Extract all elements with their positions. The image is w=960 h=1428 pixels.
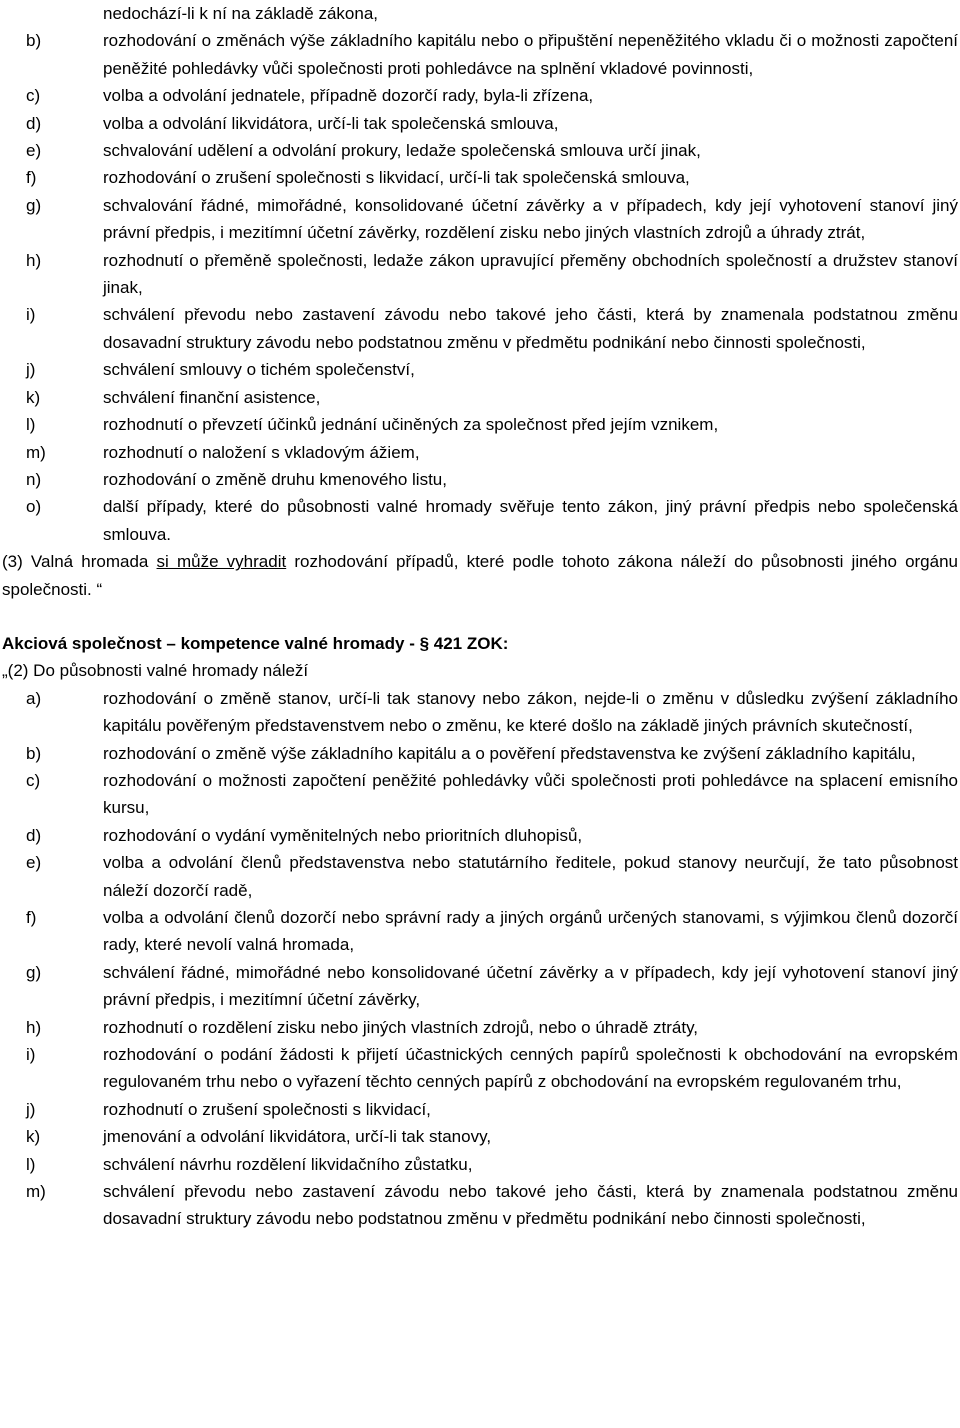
list-item: [2, 411, 958, 438]
list-item: [2, 110, 958, 137]
item-text: další případy, které do působnosti valné hromady svěřuje tento zákon, jiný právní předpis nebo společenská smlouva.: [103, 497, 958, 544]
item-text: volba a odvolání členů představenstva nebo statutárního ředitele, pokud stanovy neurčují, že tato působnost náleží dozorčí radě,: [103, 853, 958, 900]
item-marker: b): [26, 743, 42, 763]
item-marker: b): [26, 31, 42, 51]
item-text: volba a odvolání likvidátora, určí-li tak společenská smlouva,: [103, 113, 559, 133]
item-marker: c): [26, 770, 41, 790]
para3-before: (3) Valná hromada: [2, 552, 157, 572]
para3-after: rozhodování případů, které podle tohoto zákona náleží do působnosti jiného orgánu společnosti. “: [2, 552, 959, 599]
list-item: [2, 740, 958, 767]
item-marker: d): [26, 825, 42, 845]
item-text: rozhodování o změně výše základního kapitálu a o pověření představenstva ke zvýšení základního kapitálu,: [103, 743, 916, 763]
item-text: schválení řádné, mimořádné nebo konsolidované účetní závěrky a v případech, kdy její vyhotovení stanoví jiný právní předpis, i mezitímní účetní závěrky,: [103, 962, 958, 1010]
item-text: rozhodování o možnosti započtení peněžité pohledávky vůči společnosti proti pohledávce na splacení emisního kursu,: [103, 770, 958, 818]
item-marker: j): [26, 360, 36, 380]
list-item: [2, 356, 958, 383]
list-item: [2, 1123, 958, 1150]
list-item: [2, 466, 958, 493]
item-marker: d): [26, 113, 42, 133]
list-item: [2, 767, 958, 822]
para3-underlined: si může vyhradit: [156, 552, 287, 572]
item-text: rozhodnutí o naložení s vkladovým ážiem,: [103, 442, 420, 462]
list-item: [2, 822, 958, 849]
list-item: [2, 1096, 958, 1123]
item-marker: i): [26, 1045, 36, 1065]
item-marker: l): [26, 415, 36, 435]
section-intro: „(2) Do působnosti valné hromady náleží: [2, 661, 309, 681]
item-text: schválení převodu nebo zastavení závodu nebo takové jeho části, která by znamenala podstatnou změnu dosavadní struktury závodu nebo podstatnou změnu v předmětu podnikání nebo činnosti společnosti,: [103, 1182, 958, 1229]
list-item: [2, 27, 958, 82]
item-text: rozhodnutí o přeměně společnosti, ledaže zákon upravující přeměny obchodních společností a družstev stanoví jinak,: [103, 250, 958, 298]
item-text: rozhodování o vydání vyměnitelných nebo prioritních dluhopisů,: [103, 825, 583, 845]
item-text: schválení návrhu rozdělení likvidačního zůstatku,: [103, 1154, 473, 1174]
list-item: [2, 137, 958, 164]
item-text: jmenování a odvolání likvidátora, určí-li tak stanovy,: [103, 1127, 492, 1147]
list-item: [2, 1178, 958, 1233]
item-marker: f): [26, 908, 37, 927]
list-item: [2, 1151, 958, 1178]
list-item: [2, 192, 958, 247]
item-text: schválení smlouvy o tichém společenství,: [103, 360, 415, 380]
item-marker: h): [26, 250, 42, 270]
item-marker: j): [26, 1099, 36, 1119]
section-heading: Akciová společnost – kompetence valné hromady - § 421 ZOK:: [2, 633, 509, 653]
item-text: schvalování řádné, mimořádné, konsolidované účetní závěrky a v případech, kdy její vyhotovení stanoví jiný právní předpis, i mezitímní účetní závěrky, rozdělení zisku nebo jiných vlastních zdrojů a úhrady ztrát,: [103, 195, 958, 243]
item-text: rozhodnutí o zrušení společnosti s likvidací,: [103, 1099, 431, 1119]
item-text: rozhodování o zrušení společnosti s likvidací, určí-li tak společenská smlouva,: [103, 168, 690, 188]
list-item: [2, 164, 958, 191]
item-text: volba a odvolání členů dozorčí nebo správní rady a jiných orgánů určených stanovami, s výjimkou členů dozorčí rady, které nevolí valná hromada,: [103, 908, 958, 955]
item-marker: n): [26, 469, 42, 489]
list-item: [2, 849, 958, 904]
item-text: volba a odvolání jednatele, případně dozorčí rady, byla-li zřízena,: [103, 86, 594, 106]
item-marker: g): [26, 195, 42, 215]
list-item: [2, 493, 958, 548]
item-marker: c): [26, 86, 41, 106]
item-marker: h): [26, 1017, 42, 1037]
item-marker: l): [26, 1154, 36, 1174]
list-item: [2, 247, 958, 302]
list-item: [2, 959, 958, 1014]
item-text: rozhodnutí o rozdělení zisku nebo jiných vlastních zdrojů, nebo o úhradě ztráty,: [103, 1017, 699, 1037]
item-marker: o): [26, 497, 42, 517]
item-text: rozhodování o podání žádosti k přijetí účastnických cenných papírů společnosti k obchodování na evropském regulovaném trhu nebo o vyřazení těchto cenných papírů z obchodování na evropském regulovaném trhu,: [103, 1045, 958, 1092]
item-marker: m): [26, 1182, 46, 1202]
list-item: [2, 301, 958, 356]
item-marker: e): [26, 853, 42, 873]
item-marker: a): [26, 688, 42, 708]
item-text: rozhodnutí o převzetí účinků jednání učiněných za společnost před jejím vznikem,: [103, 415, 719, 435]
sro-list: [2, 27, 958, 548]
list-item: [2, 439, 958, 466]
as-list: [2, 685, 958, 1233]
paragraph-3: [2, 548, 958, 603]
list-item: [2, 1014, 958, 1041]
item-text: schválení finanční asistence,: [103, 387, 321, 407]
item-marker: i): [26, 305, 36, 325]
list-item: [2, 685, 958, 740]
item-marker: e): [26, 141, 42, 161]
continuation-line: nedochází-li k ní na základě zákona,: [103, 4, 379, 23]
spacer: [2, 603, 958, 630]
item-marker: g): [26, 962, 42, 982]
item-text: rozhodování o změně druhu kmenového listu,: [103, 469, 447, 489]
list-item: [2, 82, 958, 109]
item-marker: f): [26, 168, 37, 188]
item-text: rozhodování o změnách výše základního kapitálu nebo o připuštění nepeněžitého vkladu či o možnosti započtení peněžité pohledávky vůči společnosti proti pohledávce na splnění vkladové povinnosti,: [103, 31, 958, 78]
item-marker: k): [26, 387, 41, 407]
list-item: [2, 1041, 958, 1096]
list-item: [2, 904, 958, 959]
item-text: schválení převodu nebo zastavení závodu nebo takové jeho části, která by znamenala podstatnou změnu dosavadní struktury závodu nebo podstatnou změnu v předmětu podnikání nebo činnosti společnosti,: [103, 305, 958, 352]
item-marker: m): [26, 442, 46, 462]
item-text: schvalování udělení a odvolání prokury, ledaže společenská smlouva určí jinak,: [103, 141, 701, 161]
item-marker: k): [26, 1127, 41, 1147]
item-text: rozhodování o změně stanov, určí-li tak stanovy nebo zákon, nejde-li o změnu v důsledku zvýšení základního kapitálu pověřeným představenstvem nebo o změnu, ke které došlo na základě jiných právních skutečností,: [103, 688, 958, 736]
list-item: [2, 384, 958, 411]
